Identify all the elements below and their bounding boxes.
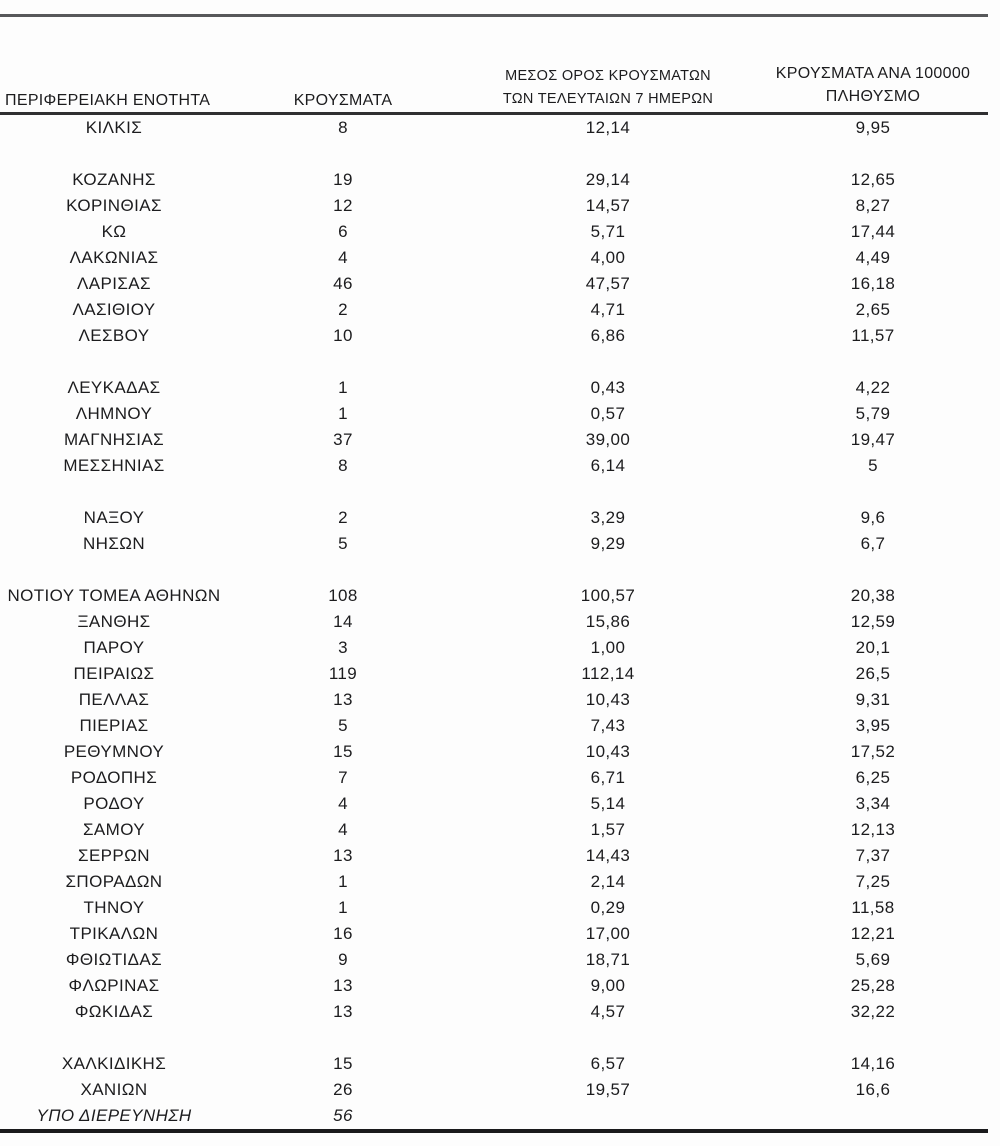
cases-cell: 14 <box>333 612 353 631</box>
header-regional-unit-label: ΠΕΡΙΦΕΡΕΙΑΚΗ ΕΝΟΤΗΤΑ <box>5 92 211 109</box>
header-7day-average-line1: ΜΕΣΟΣ ΟΡΟΣ ΚΡΟΥΣΜΑΤΩΝ <box>505 68 711 84</box>
per100k-cell: 7,37 <box>855 846 891 865</box>
table-row <box>0 453 988 479</box>
region-cell: ΚΙΛΚΙΣ <box>85 118 143 137</box>
cases-cell: 7 <box>338 768 348 787</box>
per100k-cell: 5,69 <box>855 950 891 969</box>
avg7-cell: 0,57 <box>590 404 626 423</box>
per100k-cell: 16,6 <box>855 1080 891 1099</box>
region-cell: ΛΕΥΚΑΔΑΣ <box>67 378 161 397</box>
per100k-cell: 9,6 <box>860 508 886 527</box>
cases-cell: 5 <box>338 716 348 735</box>
spacer-row <box>0 479 988 505</box>
avg7-cell: 1,57 <box>590 820 626 839</box>
table-row <box>0 297 988 323</box>
region-cell: ΛΑΡΙΣΑΣ <box>77 274 151 293</box>
table-row <box>0 791 988 817</box>
table-row <box>0 843 988 869</box>
cases-cell: 1 <box>338 378 348 397</box>
region-cell: ΤΗΝΟΥ <box>83 898 145 917</box>
cases-cell: 56 <box>333 1106 353 1125</box>
header-cases <box>228 16 458 114</box>
per100k-cell: 12,21 <box>850 924 896 943</box>
table-row <box>0 739 988 765</box>
per100k-cell: 4,22 <box>855 378 891 397</box>
cases-cell: 3 <box>338 638 348 657</box>
avg7-cell <box>458 1103 758 1131</box>
avg7-cell: 4,57 <box>590 1002 626 1021</box>
per100k-cell: 5,79 <box>855 404 891 423</box>
header-cases-per-100k <box>758 16 988 114</box>
region-cell: ΦΩΚΙΔΑΣ <box>74 1002 154 1021</box>
spacer-cell <box>0 141 988 167</box>
cases-cell: 108 <box>328 586 358 605</box>
region-cell: ΛΕΣΒΟΥ <box>78 326 150 345</box>
table-row <box>0 947 988 973</box>
cases-cell: 2 <box>338 508 348 527</box>
avg7-cell: 6,71 <box>590 768 626 787</box>
header-cases-per-100k-line2: ΠΛΗΘΥΣΜΟ <box>825 88 921 105</box>
table-row <box>0 999 988 1025</box>
avg7-cell: 10,43 <box>585 742 631 761</box>
spacer-row <box>0 557 988 583</box>
cases-cell: 10 <box>333 326 353 345</box>
region-cell: ΝΟΤΙΟΥ ΤΟΜΕΑ ΑΘΗΝΩΝ <box>7 586 221 605</box>
table-row <box>0 661 988 687</box>
per100k-cell: 6,25 <box>855 768 891 787</box>
avg7-cell: 18,71 <box>585 950 631 969</box>
cases-cell: 13 <box>333 846 353 865</box>
cases-cell: 1 <box>338 898 348 917</box>
avg7-cell: 3,29 <box>590 508 626 527</box>
table-row <box>0 271 988 297</box>
per100k-cell: 12,59 <box>850 612 896 631</box>
avg7-cell: 7,43 <box>590 716 626 735</box>
per100k-cell: 4,49 <box>855 248 891 267</box>
cases-cell: 19 <box>333 170 353 189</box>
table-header-row <box>0 16 988 114</box>
avg7-cell: 6,57 <box>590 1054 626 1073</box>
per100k-cell: 3,34 <box>855 794 891 813</box>
cases-cell: 46 <box>333 274 353 293</box>
table-row <box>0 921 988 947</box>
region-cell: ΚΩ <box>101 222 127 241</box>
cases-cell: 1 <box>338 404 348 423</box>
per100k-cell: 9,31 <box>855 690 891 709</box>
table-row <box>0 401 988 427</box>
spacer-cell <box>0 1025 988 1051</box>
region-cell: ΧΑΛΚΙΔΙΚΗΣ <box>61 1054 167 1073</box>
avg7-cell: 15,86 <box>585 612 631 631</box>
table-row <box>0 687 988 713</box>
header-cases-label: ΚΡΟΥΣΜΑΤΑ <box>293 92 393 109</box>
per100k-cell: 8,27 <box>855 196 891 215</box>
cases-cell: 8 <box>338 118 348 137</box>
table-row <box>0 531 988 557</box>
table-row <box>0 583 988 609</box>
region-cell: ΛΑΣΙΘΙΟΥ <box>72 300 156 319</box>
region-cell: ΛΗΜΝΟΥ <box>75 404 153 423</box>
per100k-cell: 17,44 <box>850 222 896 241</box>
cases-cell: 2 <box>338 300 348 319</box>
cases-cell: 4 <box>338 248 348 267</box>
table-row <box>0 817 988 843</box>
avg7-cell: 29,14 <box>585 170 631 189</box>
region-cell: ΦΘΙΩΤΙΔΑΣ <box>65 950 163 969</box>
cases-cell: 9 <box>338 950 348 969</box>
cases-cell: 1 <box>338 872 348 891</box>
spacer-cell <box>0 479 988 505</box>
region-cell: ΜΑΓΝΗΣΙΑΣ <box>63 430 165 449</box>
region-cell: ΡΕΘΥΜΝΟΥ <box>63 742 165 761</box>
per100k-cell: 6,7 <box>860 534 886 553</box>
region-cell: ΦΛΩΡΙΝΑΣ <box>68 976 160 995</box>
cases-cell: 13 <box>333 1002 353 1021</box>
avg7-cell: 17,00 <box>585 924 631 943</box>
per100k-cell: 20,1 <box>855 638 891 657</box>
spacer-row <box>0 141 988 167</box>
region-cell: ΡΟΔΟΥ <box>83 794 145 813</box>
table-row <box>0 505 988 531</box>
avg7-cell: 4,00 <box>590 248 626 267</box>
per100k-cell: 19,47 <box>850 430 896 449</box>
table-row <box>0 323 988 349</box>
per100k-cell: 7,25 <box>855 872 891 891</box>
avg7-cell: 1,00 <box>590 638 626 657</box>
region-cell: ΚΟΡΙΝΘΙΑΣ <box>66 196 162 215</box>
cases-cell: 16 <box>333 924 353 943</box>
avg7-cell: 0,29 <box>590 898 626 917</box>
region-cell: ΠΑΡΟΥ <box>83 638 145 657</box>
avg7-cell: 10,43 <box>585 690 631 709</box>
per100k-cell: 16,18 <box>850 274 896 293</box>
avg7-cell: 0,43 <box>590 378 626 397</box>
avg7-cell: 9,00 <box>590 976 626 995</box>
table-row <box>0 219 988 245</box>
avg7-cell: 5,71 <box>590 222 626 241</box>
header-7day-average <box>458 16 758 114</box>
avg7-cell: 9,29 <box>590 534 626 553</box>
per100k-cell: 20,38 <box>850 586 896 605</box>
table-row <box>0 609 988 635</box>
avg7-cell: 12,14 <box>585 118 631 137</box>
per100k-cell: 14,16 <box>850 1054 896 1073</box>
table-row <box>0 245 988 271</box>
cases-cell: 37 <box>333 430 353 449</box>
cases-cell: 119 <box>328 664 358 683</box>
region-cell: ΠΕΛΛΑΣ <box>78 690 150 709</box>
region-cell: ΝΑΞΟΥ <box>83 508 145 527</box>
region-cell: ΤΡΙΚΑΛΩΝ <box>69 924 159 943</box>
cases-cell: 13 <box>333 690 353 709</box>
spacer-row <box>0 1025 988 1051</box>
table-row <box>0 895 988 921</box>
cases-cell: 26 <box>333 1080 353 1099</box>
table-row <box>0 427 988 453</box>
avg7-cell: 39,00 <box>585 430 631 449</box>
cases-cell: 12 <box>333 196 353 215</box>
avg7-cell: 14,43 <box>585 846 631 865</box>
per100k-cell: 25,28 <box>850 976 896 995</box>
per100k-cell: 11,58 <box>851 898 895 917</box>
avg7-cell: 112,14 <box>581 664 635 683</box>
table-row <box>0 193 988 219</box>
region-cell: ΞΑΝΘΗΣ <box>77 612 151 631</box>
cases-cell: 4 <box>338 820 348 839</box>
per100k-cell: 26,5 <box>855 664 891 683</box>
avg7-cell: 6,14 <box>590 456 626 475</box>
table-row <box>0 869 988 895</box>
cases-cell: 5 <box>338 534 348 553</box>
per100k-cell: 3,95 <box>855 716 891 735</box>
per100k-cell: 12,13 <box>850 820 896 839</box>
per100k-cell: 2,65 <box>855 300 891 319</box>
avg7-cell: 5,14 <box>590 794 626 813</box>
region-cell: ΣΠΟΡΑΔΩΝ <box>65 872 163 891</box>
region-cell: ΣΕΡΡΩΝ <box>78 846 150 865</box>
header-regional-unit <box>0 16 228 114</box>
cases-cell: 8 <box>338 456 348 475</box>
avg7-cell: 4,71 <box>590 300 626 319</box>
region-cell: ΛΑΚΩΝΙΑΣ <box>69 248 159 267</box>
avg7-cell: 2,14 <box>590 872 626 891</box>
cases-cell: 13 <box>333 976 353 995</box>
per100k-cell: 9,95 <box>855 118 891 137</box>
cases-cell: 4 <box>338 794 348 813</box>
region-cell: ΠΙΕΡΙΑΣ <box>79 716 149 735</box>
cases-cell: 15 <box>333 1054 353 1073</box>
header-7day-average-line2: ΤΩΝ ΤΕΛΕΥΤΑΙΩΝ 7 ΗΜΕΡΩΝ <box>502 91 714 107</box>
cases-cell: 15 <box>333 742 353 761</box>
spacer-cell <box>0 349 988 375</box>
table-row <box>0 713 988 739</box>
region-cell: ΧΑΝΙΩΝ <box>80 1080 148 1099</box>
avg7-cell: 47,57 <box>585 274 631 293</box>
table-row <box>0 1051 988 1077</box>
region-cell: ΚΟΖΑΝΗΣ <box>72 170 156 189</box>
table-row <box>0 1077 988 1103</box>
table-row <box>0 114 988 142</box>
per100k-cell <box>758 1103 988 1131</box>
per100k-cell: 12,65 <box>850 170 896 189</box>
avg7-cell: 100,57 <box>580 586 636 605</box>
table-row <box>0 973 988 999</box>
avg7-cell: 19,57 <box>585 1080 631 1099</box>
spacer-cell <box>0 557 988 583</box>
table-row <box>0 635 988 661</box>
per100k-cell: 5 <box>868 456 878 475</box>
header-cases-per-100k-line1: ΚΡΟΥΣΜΑΤΑ ΑΝΑ 100000 <box>775 65 971 82</box>
regional-cases-table <box>0 14 988 1133</box>
region-cell: ΜΕΣΣΗΝΙΑΣ <box>63 456 165 475</box>
region-cell: ΝΗΣΩΝ <box>82 534 146 553</box>
table-row <box>0 1103 988 1131</box>
per100k-cell: 32,22 <box>850 1002 896 1021</box>
cases-cell: 6 <box>338 222 348 241</box>
table-body <box>0 114 988 1132</box>
avg7-cell: 14,57 <box>585 196 631 215</box>
table-row <box>0 167 988 193</box>
region-cell: ΥΠΟ ΔΙΕΡΕΥΝΗΣΗ <box>36 1106 192 1125</box>
region-cell: ΣΑΜΟΥ <box>82 820 146 839</box>
region-cell: ΡΟΔΟΠΗΣ <box>70 768 158 787</box>
table-row <box>0 375 988 401</box>
table-row <box>0 765 988 791</box>
region-cell: ΠΕΙΡΑΙΩΣ <box>73 664 155 683</box>
per100k-cell: 17,52 <box>850 742 896 761</box>
spacer-row <box>0 349 988 375</box>
per100k-cell: 11,57 <box>851 326 895 345</box>
avg7-cell: 6,86 <box>590 326 626 345</box>
